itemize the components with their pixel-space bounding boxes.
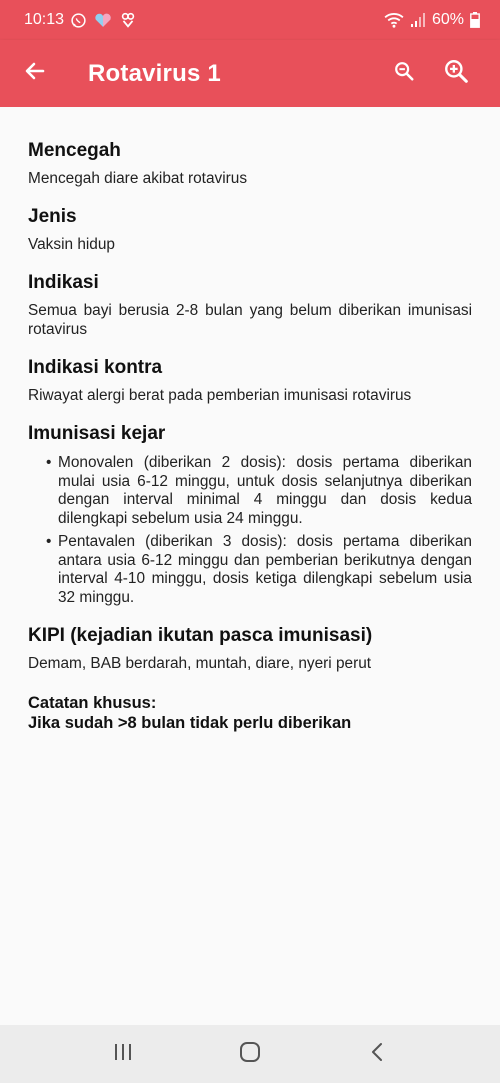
list-item: • Monovalen (diberikan 2 dosis): dosis pertama diberikan mulai usia 6-12 minggu, untuk dosis selanjutnya diberikan dengan interval minimal 4 minggu dan dosis kedua dilengkapi sebelum usia 24 minggu.	[46, 454, 472, 528]
home-icon	[239, 1041, 261, 1068]
home-button[interactable]	[220, 1025, 280, 1083]
list-item: • Pentavalen (diberikan 3 dosis): dosis pertama diberikan antara usia 6-12 minggu dan pemberian berikutnya dengan interval 4-10 minggu, dosis ketiga dilengkapi sebelum usia 32 minggu.	[46, 533, 472, 607]
section-body: Mencegah diare akibat rotavirus	[28, 170, 248, 187]
section-body: Demam, BAB berdarah, muntah, diare, nyeri perut	[28, 655, 372, 672]
note-text: Jika sudah >8 bulan tidak perlu diberikan	[28, 714, 352, 732]
recents-icon	[113, 1043, 133, 1066]
section-kipi	[28, 624, 472, 673]
zoom-out-button[interactable]	[378, 48, 430, 100]
nav-back-button[interactable]	[347, 1025, 407, 1083]
special-note	[28, 693, 472, 733]
status-bar	[0, 0, 500, 40]
wifi-icon	[384, 12, 404, 28]
heart-app-icon	[93, 12, 113, 29]
bullet-list	[28, 454, 472, 607]
section-heading: KIPI (kejadian ikutan pasca imunisasi)	[28, 625, 373, 646]
section-jenis	[28, 205, 472, 254]
section-body: Vaksin hidup	[28, 236, 115, 253]
nav-back-icon	[369, 1042, 385, 1067]
note-label: Catatan khusus:	[28, 694, 157, 712]
section-body: Semua bayi berusia 2-8 bulan yang belum diberikan imunisasi rotavirus	[28, 302, 472, 338]
battery-icon	[470, 12, 480, 28]
arrow-back-icon	[23, 59, 47, 88]
status-time: 10:13	[24, 11, 65, 28]
app-bar	[0, 40, 500, 107]
zoom-in-icon	[443, 58, 469, 89]
section-heading: Indikasi kontra	[28, 357, 163, 378]
section-indikasi-kontra	[28, 356, 472, 405]
section-heading: Indikasi	[28, 272, 99, 293]
battery-percent: 60%	[431, 11, 464, 28]
content-area[interactable]	[0, 107, 500, 1025]
zoom-in-button[interactable]	[430, 48, 482, 100]
section-heading: Mencegah	[28, 140, 121, 161]
zoom-out-icon	[393, 60, 415, 87]
page-title: Rotavirus 1	[88, 59, 221, 87]
signal-icon	[410, 12, 426, 28]
section-indikasi	[28, 271, 472, 339]
back-button[interactable]	[0, 40, 70, 107]
whatsapp-icon	[70, 12, 87, 29]
sleep-app-icon	[119, 11, 137, 29]
recents-button[interactable]	[93, 1025, 153, 1083]
section-heading: Jenis	[28, 206, 77, 227]
system-nav-bar	[0, 1025, 500, 1083]
section-heading: Imunisasi kejar	[28, 423, 166, 444]
section-body: Riwayat alergi berat pada pemberian imunisasi rotavirus	[28, 387, 412, 404]
section-mencegah	[28, 139, 472, 188]
section-imunisasi-kejar	[28, 422, 472, 607]
